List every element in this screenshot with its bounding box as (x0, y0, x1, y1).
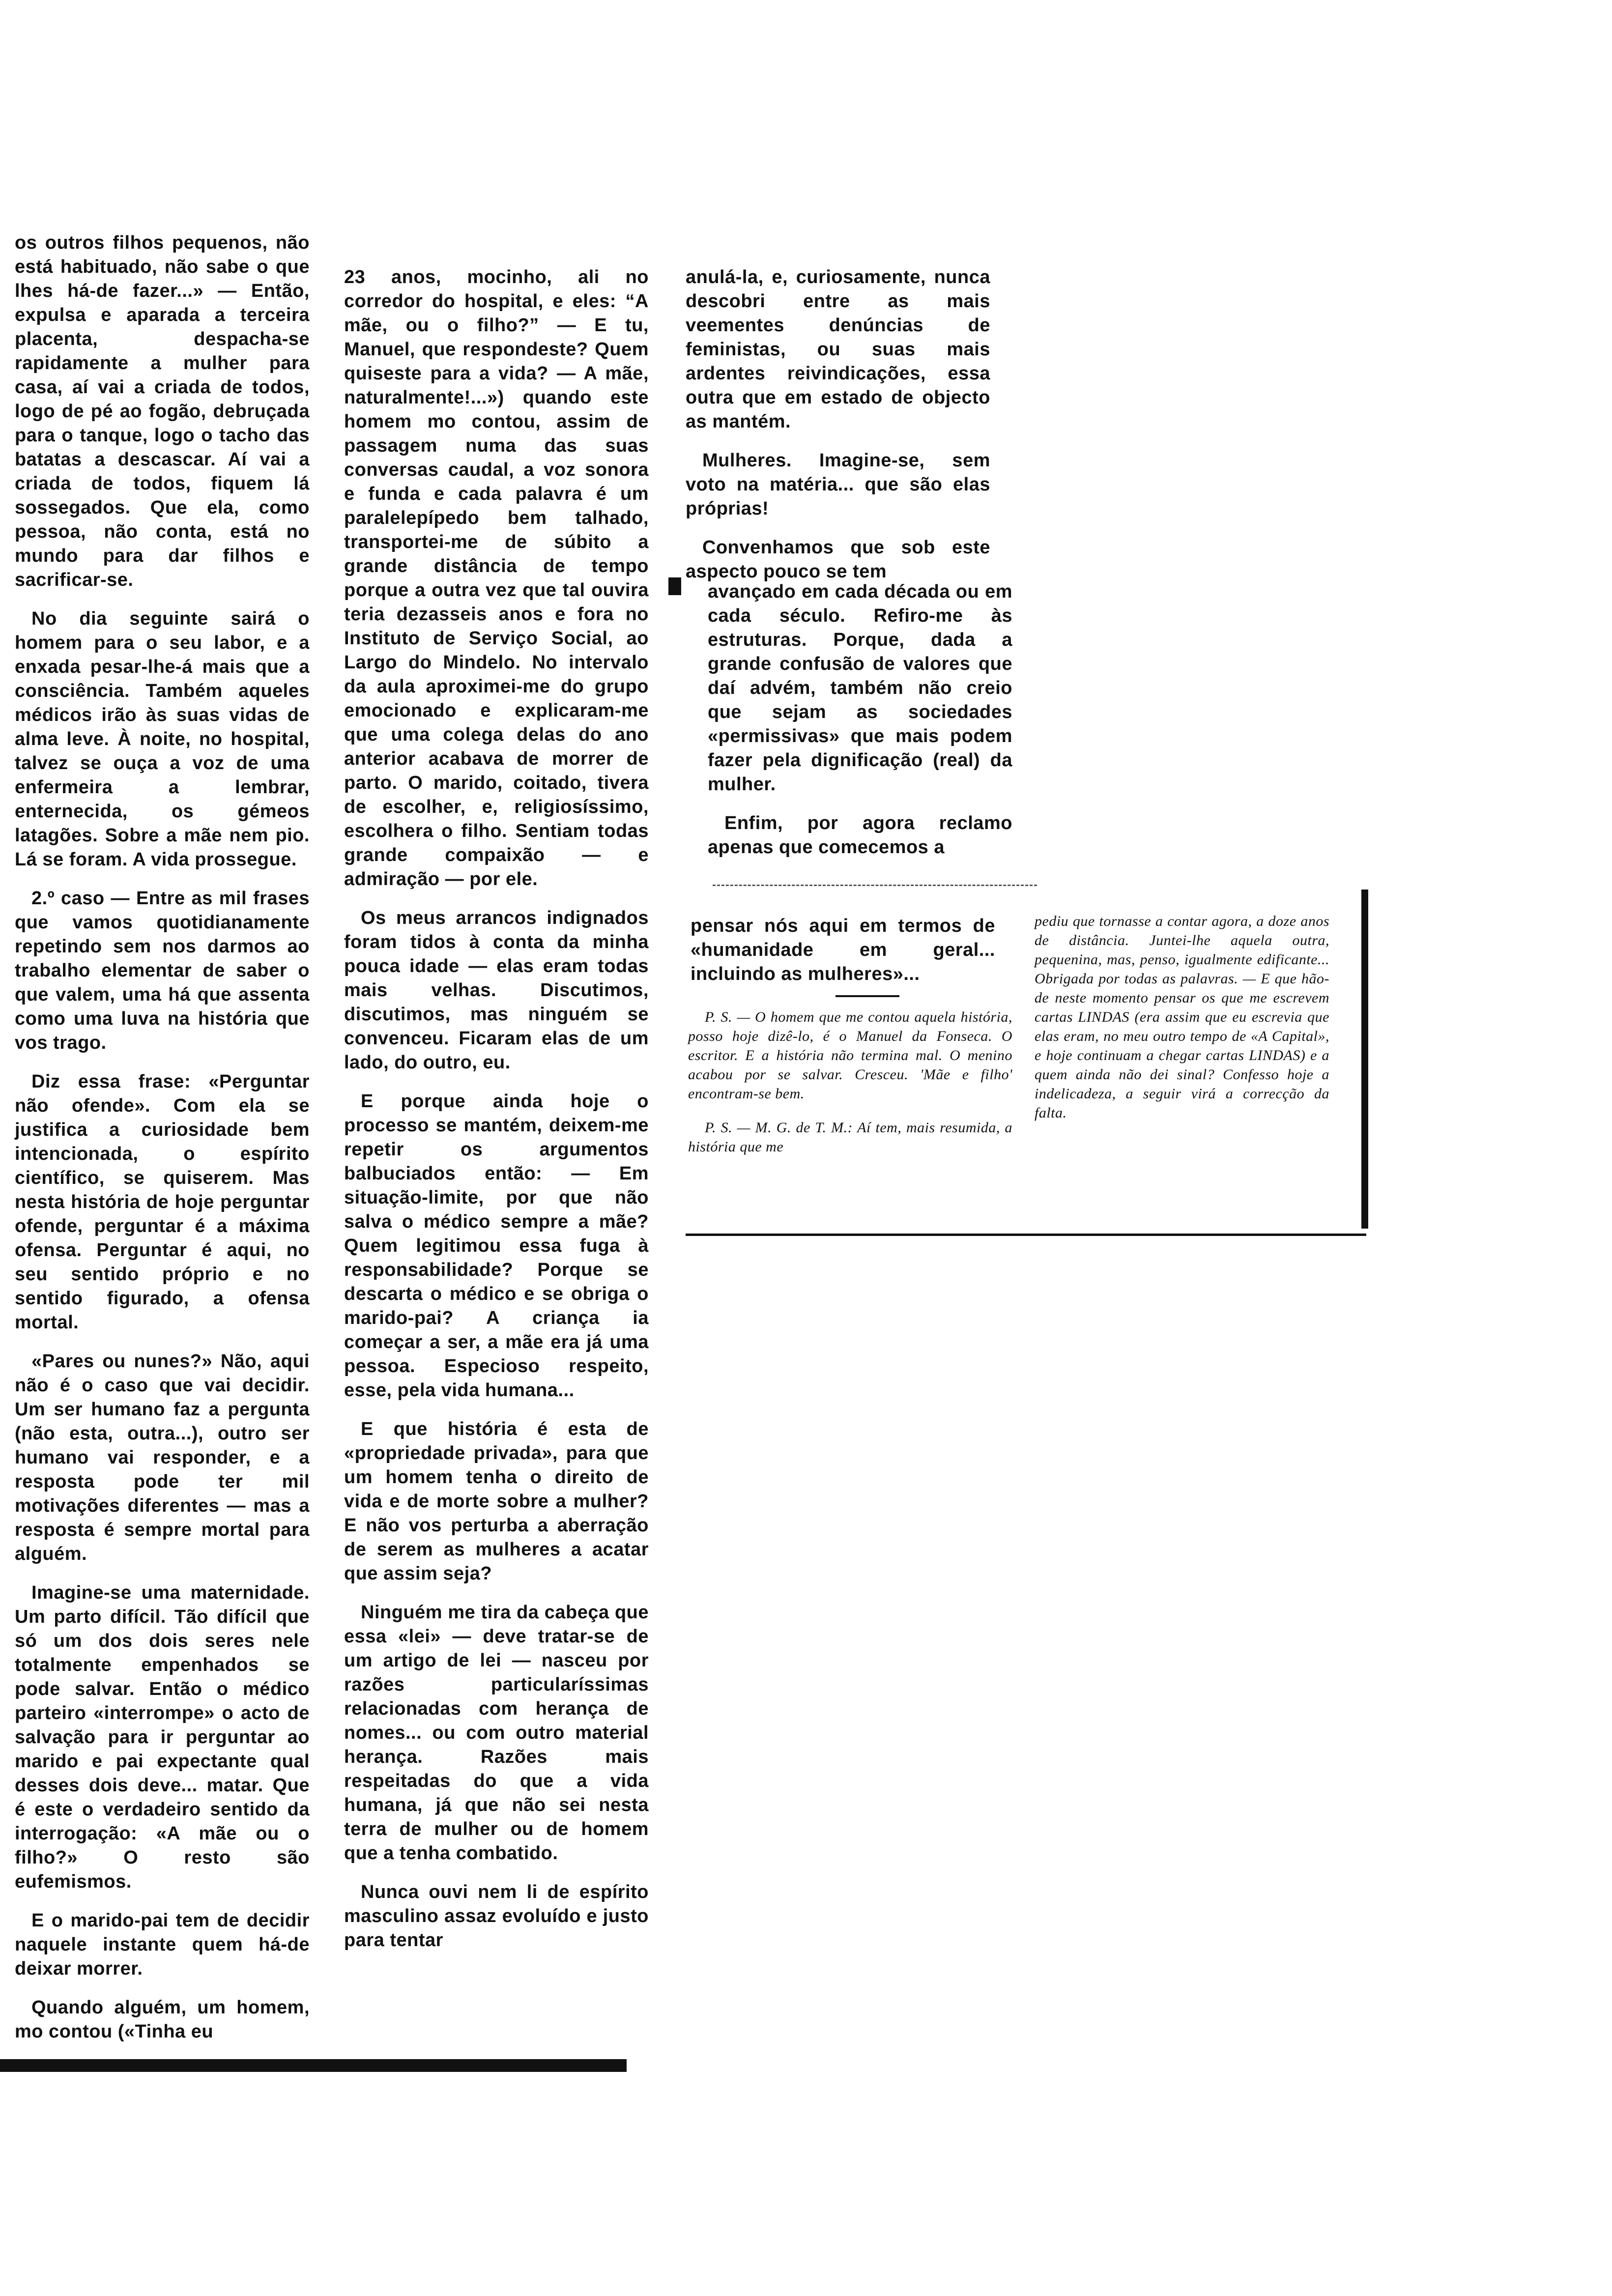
paragraph: Os meus arrancos indignados foram tidos à conta da minha pouca idade — elas eram todas mais velhas. Discutimos, discutimos, mas ninguém se convenceu. Ficaram elas de um lado, do outro, eu. (344, 908, 649, 1073)
paragraph: E que história é esta de «propriedade privada», para que um homem tenha o direito de vida e de morte sobre a mulher? E não vos perturba a aberração de serem as mulheres a acatar que assim seja? (344, 1419, 649, 1584)
paragraph: anulá-la, e, curiosamente, nunca descobri entre as mais veementes denúncias de feministas, ou suas mais ardentes reivindicações, essa outra que em estado de objecto as mantém. (686, 267, 990, 432)
paragraph: Nunca ouvi nem li de espírito masculino assaz evoluído e justo para tentar (344, 1882, 649, 1951)
paragraph: Diz essa frase: «Perguntar não ofende». Com ela se justifica a curiosidade bem intencionada, o espírito científico, se quiserem. Mas nesta história de hoje perguntar ofende, perguntar é a máxima ofensa. Perguntar é aqui, no seu sentido próprio e no sentido figurado, a ofensa mortal. (15, 1071, 310, 1333)
section-marker (668, 577, 681, 595)
postscript-paragraph: P. S. — O homem que me contou aquela história, posso hoje dizê-lo, é o Manuel da Fonseca. O escritor. E a história não termina mal. O menino acabou por se salvar. Cresceu. 'Mãe e filho' encontram-se bem. (688, 1009, 1012, 1102)
paragraph: Convenhamos que sob este aspecto pouco se tem (686, 537, 990, 582)
bottom-thick-rule (0, 2059, 627, 2072)
article-column-1 (15, 231, 310, 2059)
postscript-paragraph: P. S. — M. G. de T. M.: Aí tem, mais resumida, a história que me (688, 1119, 1012, 1155)
article-column-3b (708, 580, 1012, 874)
paragraph: Ninguém me tira da cabeça que essa «lei» — deve tratar-se de um artigo de lei — nasceu por razões particularíssimas relacionadas com herança de nomes... ou com outro material herança. Razões mais respeitadas do que a vida humana, já que não sei nesta terra de mulher ou de homem que a tenha combatido. (344, 1602, 649, 1864)
paragraph: Enfim, por agora reclamo apenas que comecemos a (708, 813, 1012, 858)
paragraph: Mulheres. Imagine-se, sem voto na matéria... que são elas próprias! (686, 450, 990, 519)
paragraph: Imagine-se uma maternidade. Um parto difícil. Tão difícil que só um dos dois seres nele totalmente empenhados se pode salvar. Então o médico parteiro «interrompe» o acto de salvação para ir perguntar ao marido e pai expectante qual desses dois deve... matar. Que é este o verdadeiro sentido da interrogação: «A mãe ou o filho?» O resto são eufemismos. (15, 1582, 310, 1892)
paragraph: E porque ainda hoje o processo se mantém, deixem-me repetir os argumentos balbuciados então: — Em situação-limite, por que não salva o médico sempre a mãe? Quem legitimou essa fuga à responsabilidade? Porque se descarta o médico e se obriga o marido-pai? A criança ia começar a ser, a mãe era já uma pessoa. Especioso respeito, esse, pela vida humana... (344, 1091, 649, 1401)
article-column-3c (691, 914, 995, 1001)
paragraph: No dia seguinte sairá o homem para o seu labor, e a enxada pesar-lhe-á mais que a consciência. Também aqueles médicos irão às suas vidas de alma leve. À noite, no hospital, talvez se ouça a voz de uma enfermeira a lembrar, enternecida, os gémeos latagões. Sobre a mãe nem pio. Lá se foram. A vida prossegue. (15, 608, 310, 870)
postscript-column-left (688, 1007, 1012, 1171)
paragraph: «Pares ou nunes?» Não, aqui não é o caso que vai decidir. Um ser humano faz a pergunta (não esta, outra...), outro ser humano vai responder, e a resposta pode ter mil motivações diferentes — mas a resposta é sempre mortal para alguém. (15, 1351, 310, 1564)
ps-short-rule (835, 995, 899, 997)
article-column-2 (344, 265, 649, 1967)
paragraph: E o marido-pai tem de decidir naquele instante quem há-de deixar morrer. (15, 1910, 310, 1979)
article-column-3 (686, 265, 990, 599)
right-vertical-rule (1361, 890, 1368, 1229)
postscript-column-right (1035, 912, 1329, 1137)
paragraph: 23 anos, mocinho, ali no corredor do hospital, e eles: “A mãe, ou o filho?” — E tu, Manuel, que respondeste? Quem quiseste para a vida? — A mãe, naturalmente!...») quando este homem mo contou, assim de passagem numa das suas conversas caudal, a voz sonora e funda e cada palavra é um paralelepípedo bem talhado, transportei-me de súbito a grande distância de tempo porque a outra vez que tal ouvira teria dezasseis anos e fora no Instituto de Serviço Social, ao Largo do Mindelo. No intervalo da aula aproximei-me do grupo emocionado e explicaram-me que uma colega delas do ano anterior acabava de morrer de parto. O marido, coitado, tivera de escolher, e, religiosíssimo, escolhera o filho. Sentiam todas grande compaixão — e admiração — por ele. (344, 267, 649, 890)
paragraph: Quando alguém, um homem, mo contou («Tinha eu (15, 1997, 310, 2042)
paragraph: avançado em cada década ou em cada século. Refiro-me às estruturas. Porque, dada a grande confusão de valores que daí advém, também não creio que sejam as sociedades «permissivas» que mais podem fazer pela dignificação (real) da mulher. (708, 581, 1012, 795)
lower-section-rule (686, 1234, 1366, 1236)
paragraph: pensar nós aqui em termos de «humanidade em geral... incluindo as mulheres»... (691, 916, 995, 984)
postscript-paragraph: pediu que tornasse a contar agora, a doze anos de distância. Juntei-lhe aquela outra, pequenina, mas, penso, igualmente edificante... Obrigada por todas as palavras. — E que hão-de neste momento pensar os que me escrevem cartas LINDAS (era assim que eu escrevia que elas eram, no meu outro tempo de «A Capital», e hoje continuam a chegar cartas LINDAS) e a quem ainda não dei sinal? Confesso hoje a indelicadeza, a seguir virá a correcção da falta. (1035, 913, 1329, 1121)
divider-dashed (713, 885, 1037, 886)
paragraph: 2.º caso — Entre as mil frases que vamos quotidianamente repetindo sem nos darmos ao trabalho elementar de saber o que valem, uma há que assenta como uma luva na história que vos trago. (15, 888, 310, 1053)
paragraph: os outros filhos pequenos, não está habituado, não sabe o que lhes há-de fazer...» — Então, expulsa e aparada a terceira placenta, despacha-se rapidamente a mulher para casa, aí vai a criada de todos, logo de pé ao fogão, debruçada para o tanque, logo o tacho das batatas a descascar. Aí vai a criada de todos, fiquem lá sossegados. Que ela, como pessoa, não conta, está no mundo para dar filhos e sacrificar-se. (15, 232, 310, 590)
